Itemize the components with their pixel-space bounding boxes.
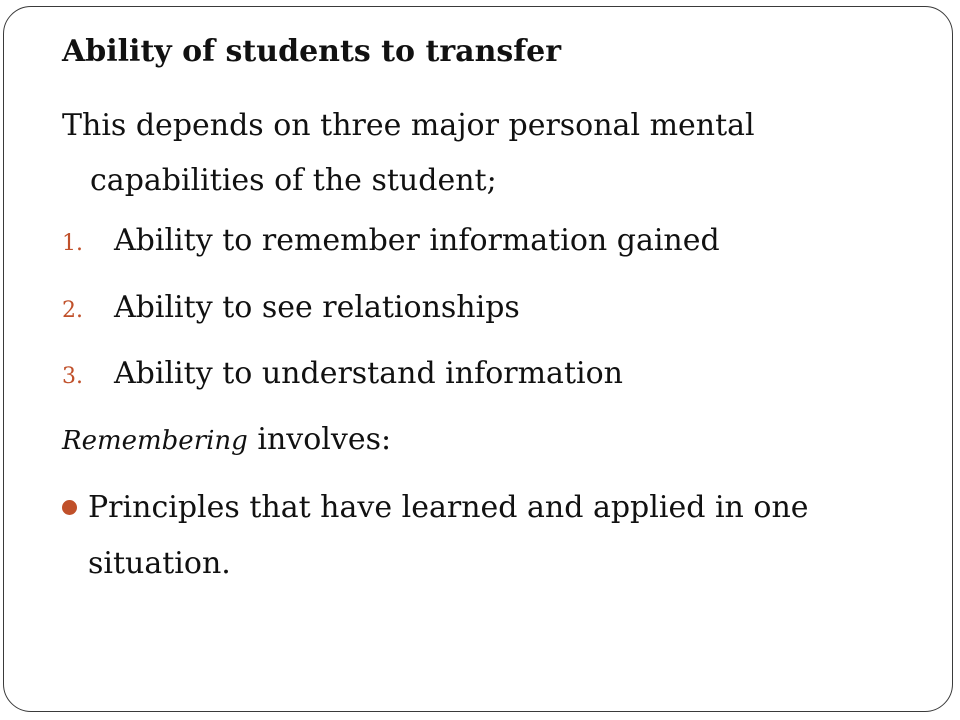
numbered-item-3 xyxy=(62,352,623,399)
bullet-dot-icon xyxy=(62,500,77,515)
remembering-term: Remembering xyxy=(62,426,248,456)
numbered-item-marker: 2. xyxy=(62,298,83,323)
bullet-text: Principles that have learned and applied in one situation. xyxy=(88,490,809,581)
numbered-item-text: Ability to remember information gained xyxy=(114,223,720,258)
slide-title: Ability of students to transfer xyxy=(62,34,562,69)
numbered-item-2 xyxy=(62,286,520,333)
numbered-item-marker: 3. xyxy=(62,364,83,389)
intro-paragraph: This depends on three major personal mental capabilities of the student; xyxy=(62,108,755,198)
bullet-item-1 xyxy=(62,480,902,592)
numbered-item-1 xyxy=(62,219,720,266)
numbered-item-text: Ability to understand information xyxy=(114,356,623,391)
remembering-line xyxy=(62,418,391,463)
remembering-rest: involves: xyxy=(247,422,392,457)
numbered-item-marker: 1. xyxy=(62,231,83,256)
numbered-item-text: Ability to see relationships xyxy=(114,290,520,325)
